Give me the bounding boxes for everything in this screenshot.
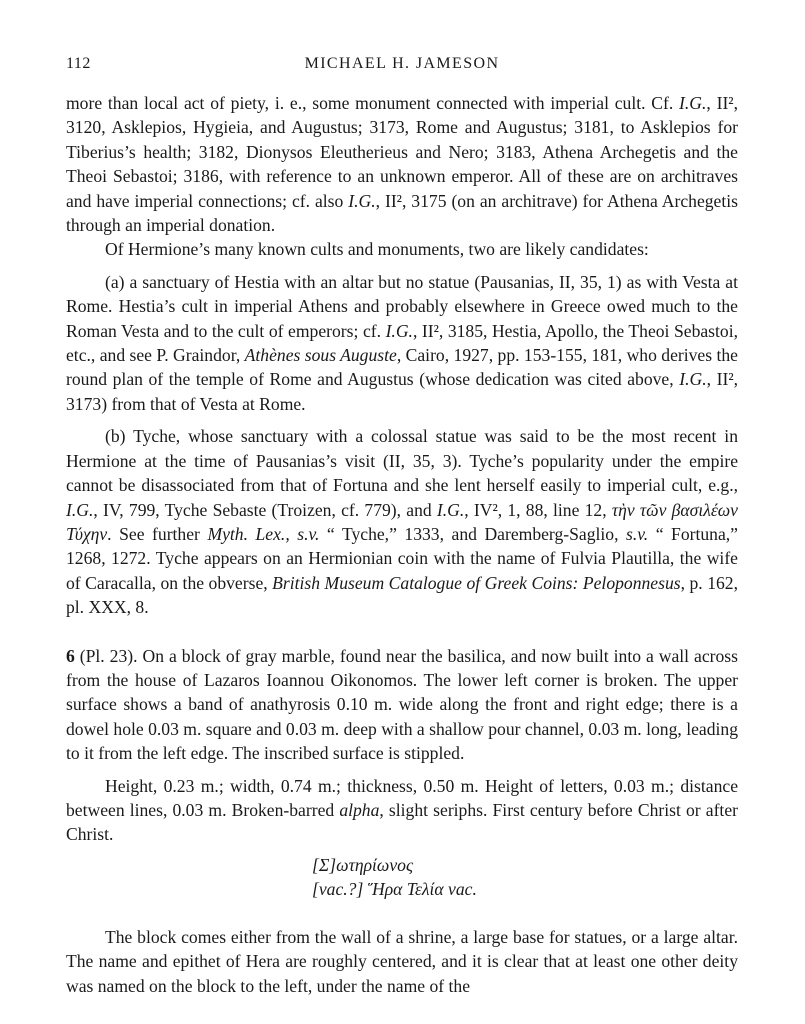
italic-run: alpha <box>339 799 380 820</box>
text-run: more than local act of piety, i. e., some monument connected with imperial cult. Cf. <box>66 93 680 113</box>
running-title: MICHAEL H. JAMESON <box>304 55 500 72</box>
italic-run: I.G. <box>66 499 94 520</box>
text-run: , p. 162, pl. XXX, 8. <box>66 572 738 618</box>
text-run: Height, 0.23 m.; width, 0.74 m.; thickness, 0.50 m. Height of letters, 0.03 m.; distance between lines, 0.03 m. Broken-barred <box>66 775 738 820</box>
inscription-line-2: [vac.?] Ἥρα Τελία vac. <box>312 878 477 899</box>
paragraph-entry-6 <box>66 644 738 766</box>
italic-run: Myth. Lex., s.v. <box>207 523 320 544</box>
page-number: 112 <box>66 55 91 72</box>
text-run: . See further <box>107 523 208 544</box>
text-run: Of Hermione’s many known cults and monuments, two are likely candidates: <box>105 239 649 260</box>
inscription-line-1: [Σ]ωτηρίωνος <box>312 854 414 875</box>
italic-run: British Museum Catalogue of Greek Coins: Peloponnesus <box>272 572 681 593</box>
italic-run: τὴν τῶν βασιλέων Τύχην <box>66 499 738 544</box>
italic-run: I.G. <box>348 190 376 211</box>
body-text <box>66 91 738 998</box>
paragraph-hestia <box>66 270 738 416</box>
italic-run: I.G. <box>436 499 465 520</box>
text-run: , IV², 1, 88, line 12, <box>464 499 612 520</box>
italic-run: I.G. <box>679 369 707 390</box>
italic-run: I.G. <box>385 320 413 341</box>
text-run: , slight seriphs. First century before Christ or after Christ. <box>66 799 738 845</box>
text-run: “ Tyche,” 1333, and Daremberg-Saglio, <box>319 523 627 544</box>
text-run: “ Fortuna,” 1268, 1272. Tyche appears on an Hermionian coin with the name of Fulvia Plautilla, the wife of Caracalla, on the obverse, <box>66 523 738 593</box>
text-run: , II², 3120, Asklepios, Hygieia, and Augustus; 3173, Rome and Augustus; 3181, to Asklepios for Tiberius’s health; 3182, Dionysos Eleutherieus and Nero; 3183, Athena Archegetis and the Theoi Sebastoi; 3186, with reference to an unknown emperor. All of these are on architraves and have imperial connections; cf. also <box>66 93 738 211</box>
text-run: , IV, 799, Tyche Sebaste (Troizen, cf. 779), and <box>93 499 437 520</box>
text-run: (a) a sanctuary of Hestia with an altar but no statue (Pausanias, II, 35, 1) as with Vesta at Rome. Hestia’s cult in imperial Athens and probably elsewhere in Greece owed much to the Roman Vesta and to the cult of emperors; cf. <box>66 271 738 341</box>
text-run: , Cairo, 1927, pp. 153-155, 181, who derives the round plan of the temple of Rome and Augustus (whose dedication was cited above, <box>66 345 738 390</box>
text-run: , II², 3175 (on an architrave) for Athena Archegetis through an imperial donation. <box>66 190 738 236</box>
inscription <box>312 853 738 901</box>
paragraph-block-discussion <box>66 925 738 998</box>
text-run: , II², 3185, Hestia, Apollo, the Theoi Sebastoi, etc., and see P. Graindor, <box>66 320 739 366</box>
paragraph-tyche <box>66 424 738 619</box>
paragraph-dimensions <box>66 774 738 847</box>
text-run: (b) Tyche, whose sanctuary with a colossal statue was said to be the most recent in Hermione at the time of Pausanias’s visit (II, 35, 3). Tyche’s popularity under the empire cannot be disassociated from that of Fortuna and she lent herself easily to imperial cult, e.g., <box>66 426 738 496</box>
text-run: (Pl. 23). On a block of gray marble, found near the basilica, and now built into a wall across from the house of Lazaros Ioannou Oikonomos. The lower left corner is broken. The upper surface shows a band of anathyrosis 0.10 m. wide along the front and right edge; there is a dowel hole 0.03 m. square and 0.03 m. deep with a shallow pour channel, 0.03 m. long, leading to it from the left edge. The inscribed surface is stippled. <box>66 645 738 764</box>
italic-run: I.G. <box>679 93 707 113</box>
paragraph-candidates <box>66 237 738 261</box>
text-run: The block comes either from the wall of a shrine, a large base for statues, or a large altar. The name and epithet of Hera are roughly centered, and it is clear that at least one other deity was named on the block to the left, under the name of the <box>66 926 738 996</box>
paragraph-continued <box>66 91 738 237</box>
italic-run: s.v. <box>626 523 649 544</box>
text-run: , II², 3173) from that of Vesta at Rome. <box>66 369 738 414</box>
italic-run: Athènes sous Auguste <box>244 345 397 366</box>
page-header <box>66 52 738 78</box>
entry-number: 6 <box>66 645 75 666</box>
